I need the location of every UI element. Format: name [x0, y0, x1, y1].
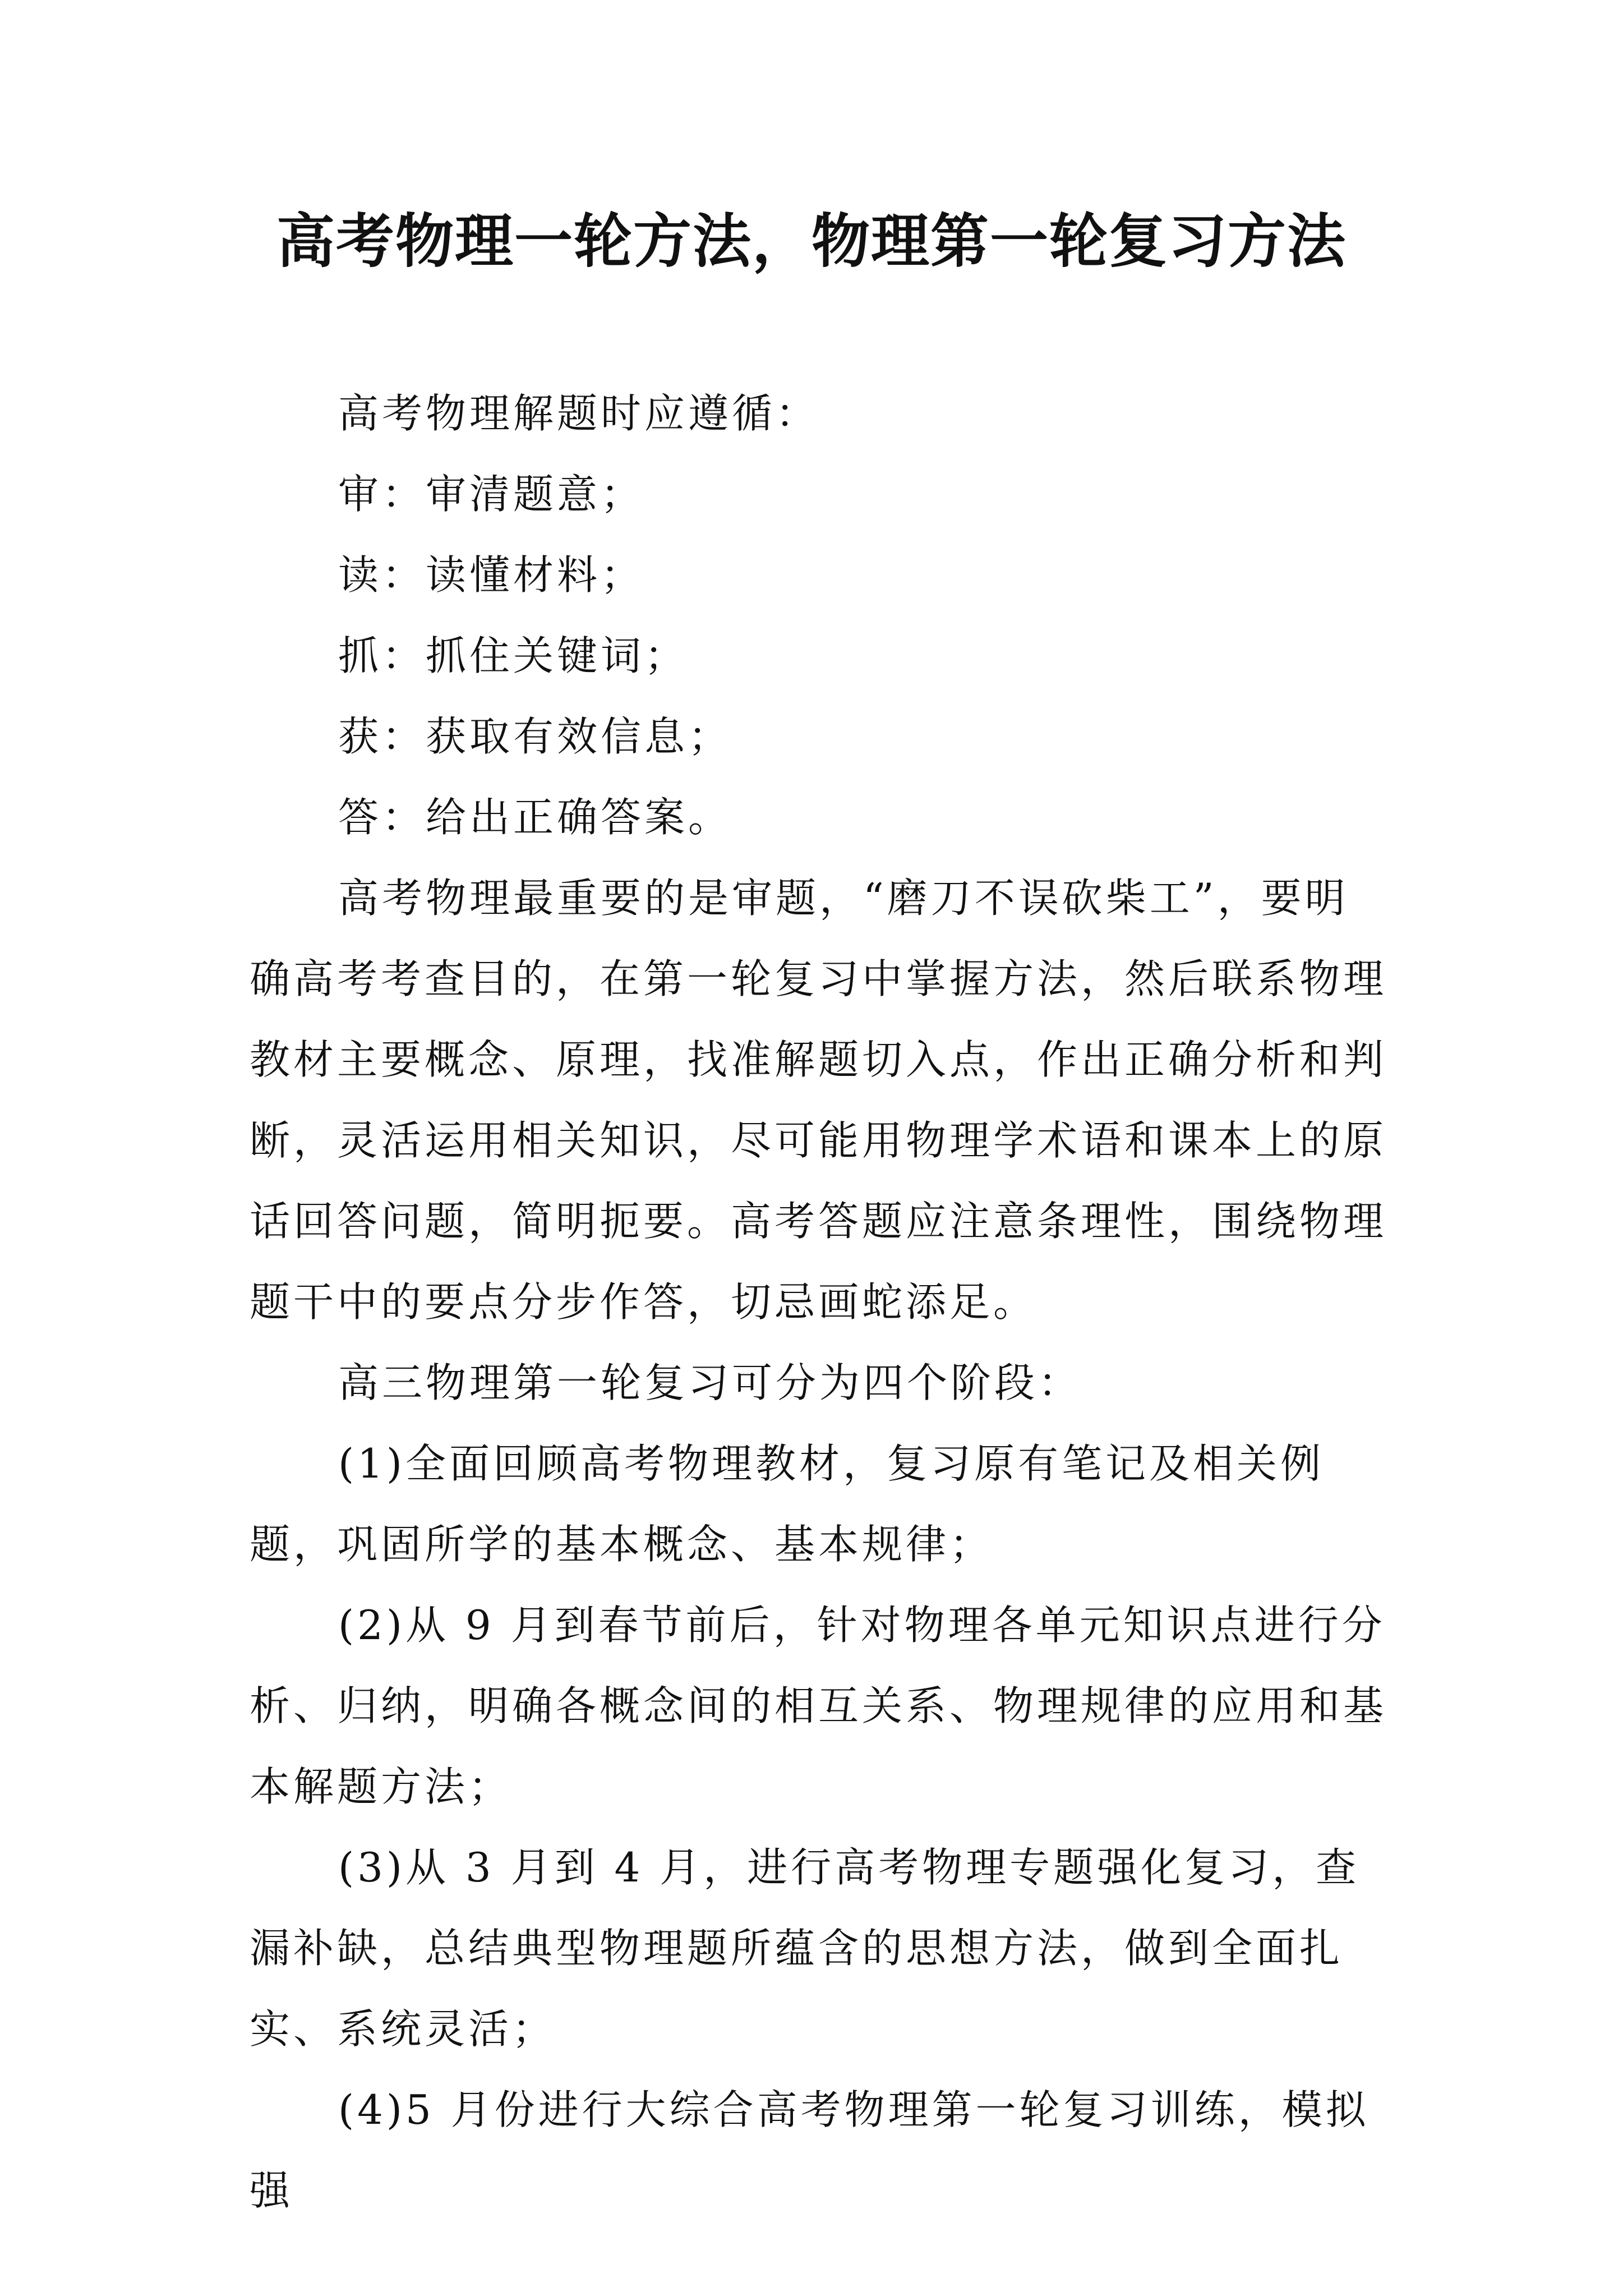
paragraph: 审：审清题意； — [338, 471, 645, 518]
paragraph: (3)从 3 月到 4 月，进行高考物理专题强化复习，查漏补缺，总结典型物理题所蕴含的思想方法，做到全面扎实、系统灵活； — [250, 1844, 1360, 2053]
paragraph: (1)全面回顾高考物理教材，复习原有笔记及相关例题，巩固所学的基本概念、基本规律； — [250, 1440, 1324, 1568]
paragraph: 获：获取有效信息； — [338, 713, 732, 760]
paragraph: 高考物理解题时应遵循： — [338, 390, 820, 437]
paragraph: 高考物理最重要的是审题，“磨刀不误砍柴工”，要明确高考考查目的，在第一轮复习中掌握方法，然后联系物理教材主要概念、原理，找准解题切入点，作出正确分析和判断，灵活运用相关知识，尽可能用物理学术语和课本上的原话回答问题，简明扼要。高考答题应注意条理性，围绕物理题干中的要点分步作答，切忌画蛇添足。 — [250, 875, 1387, 1326]
paragraph: 高三物理第一轮复习可分为四个阶段： — [338, 1359, 1082, 1406]
document-title: 高考物理一轮方法，物理第一轮复习方法 — [276, 206, 1347, 275]
paragraph: 抓：抓住关键词； — [338, 632, 689, 679]
paragraph: 读：读懂材料； — [338, 551, 645, 599]
paragraph: (4)5 月份进行大综合高考物理第一轮复习训练，模拟强 — [250, 2086, 1370, 2214]
paragraph: (2)从 9 月到春节前后，针对物理各单元知识点进行分析、归纳，明确各概念间的相互关系、物理规律的应用和基本解题方法； — [250, 1602, 1387, 1810]
paragraph: 答：给出正确答案。 — [338, 794, 732, 841]
document-body — [250, 373, 1391, 2231]
